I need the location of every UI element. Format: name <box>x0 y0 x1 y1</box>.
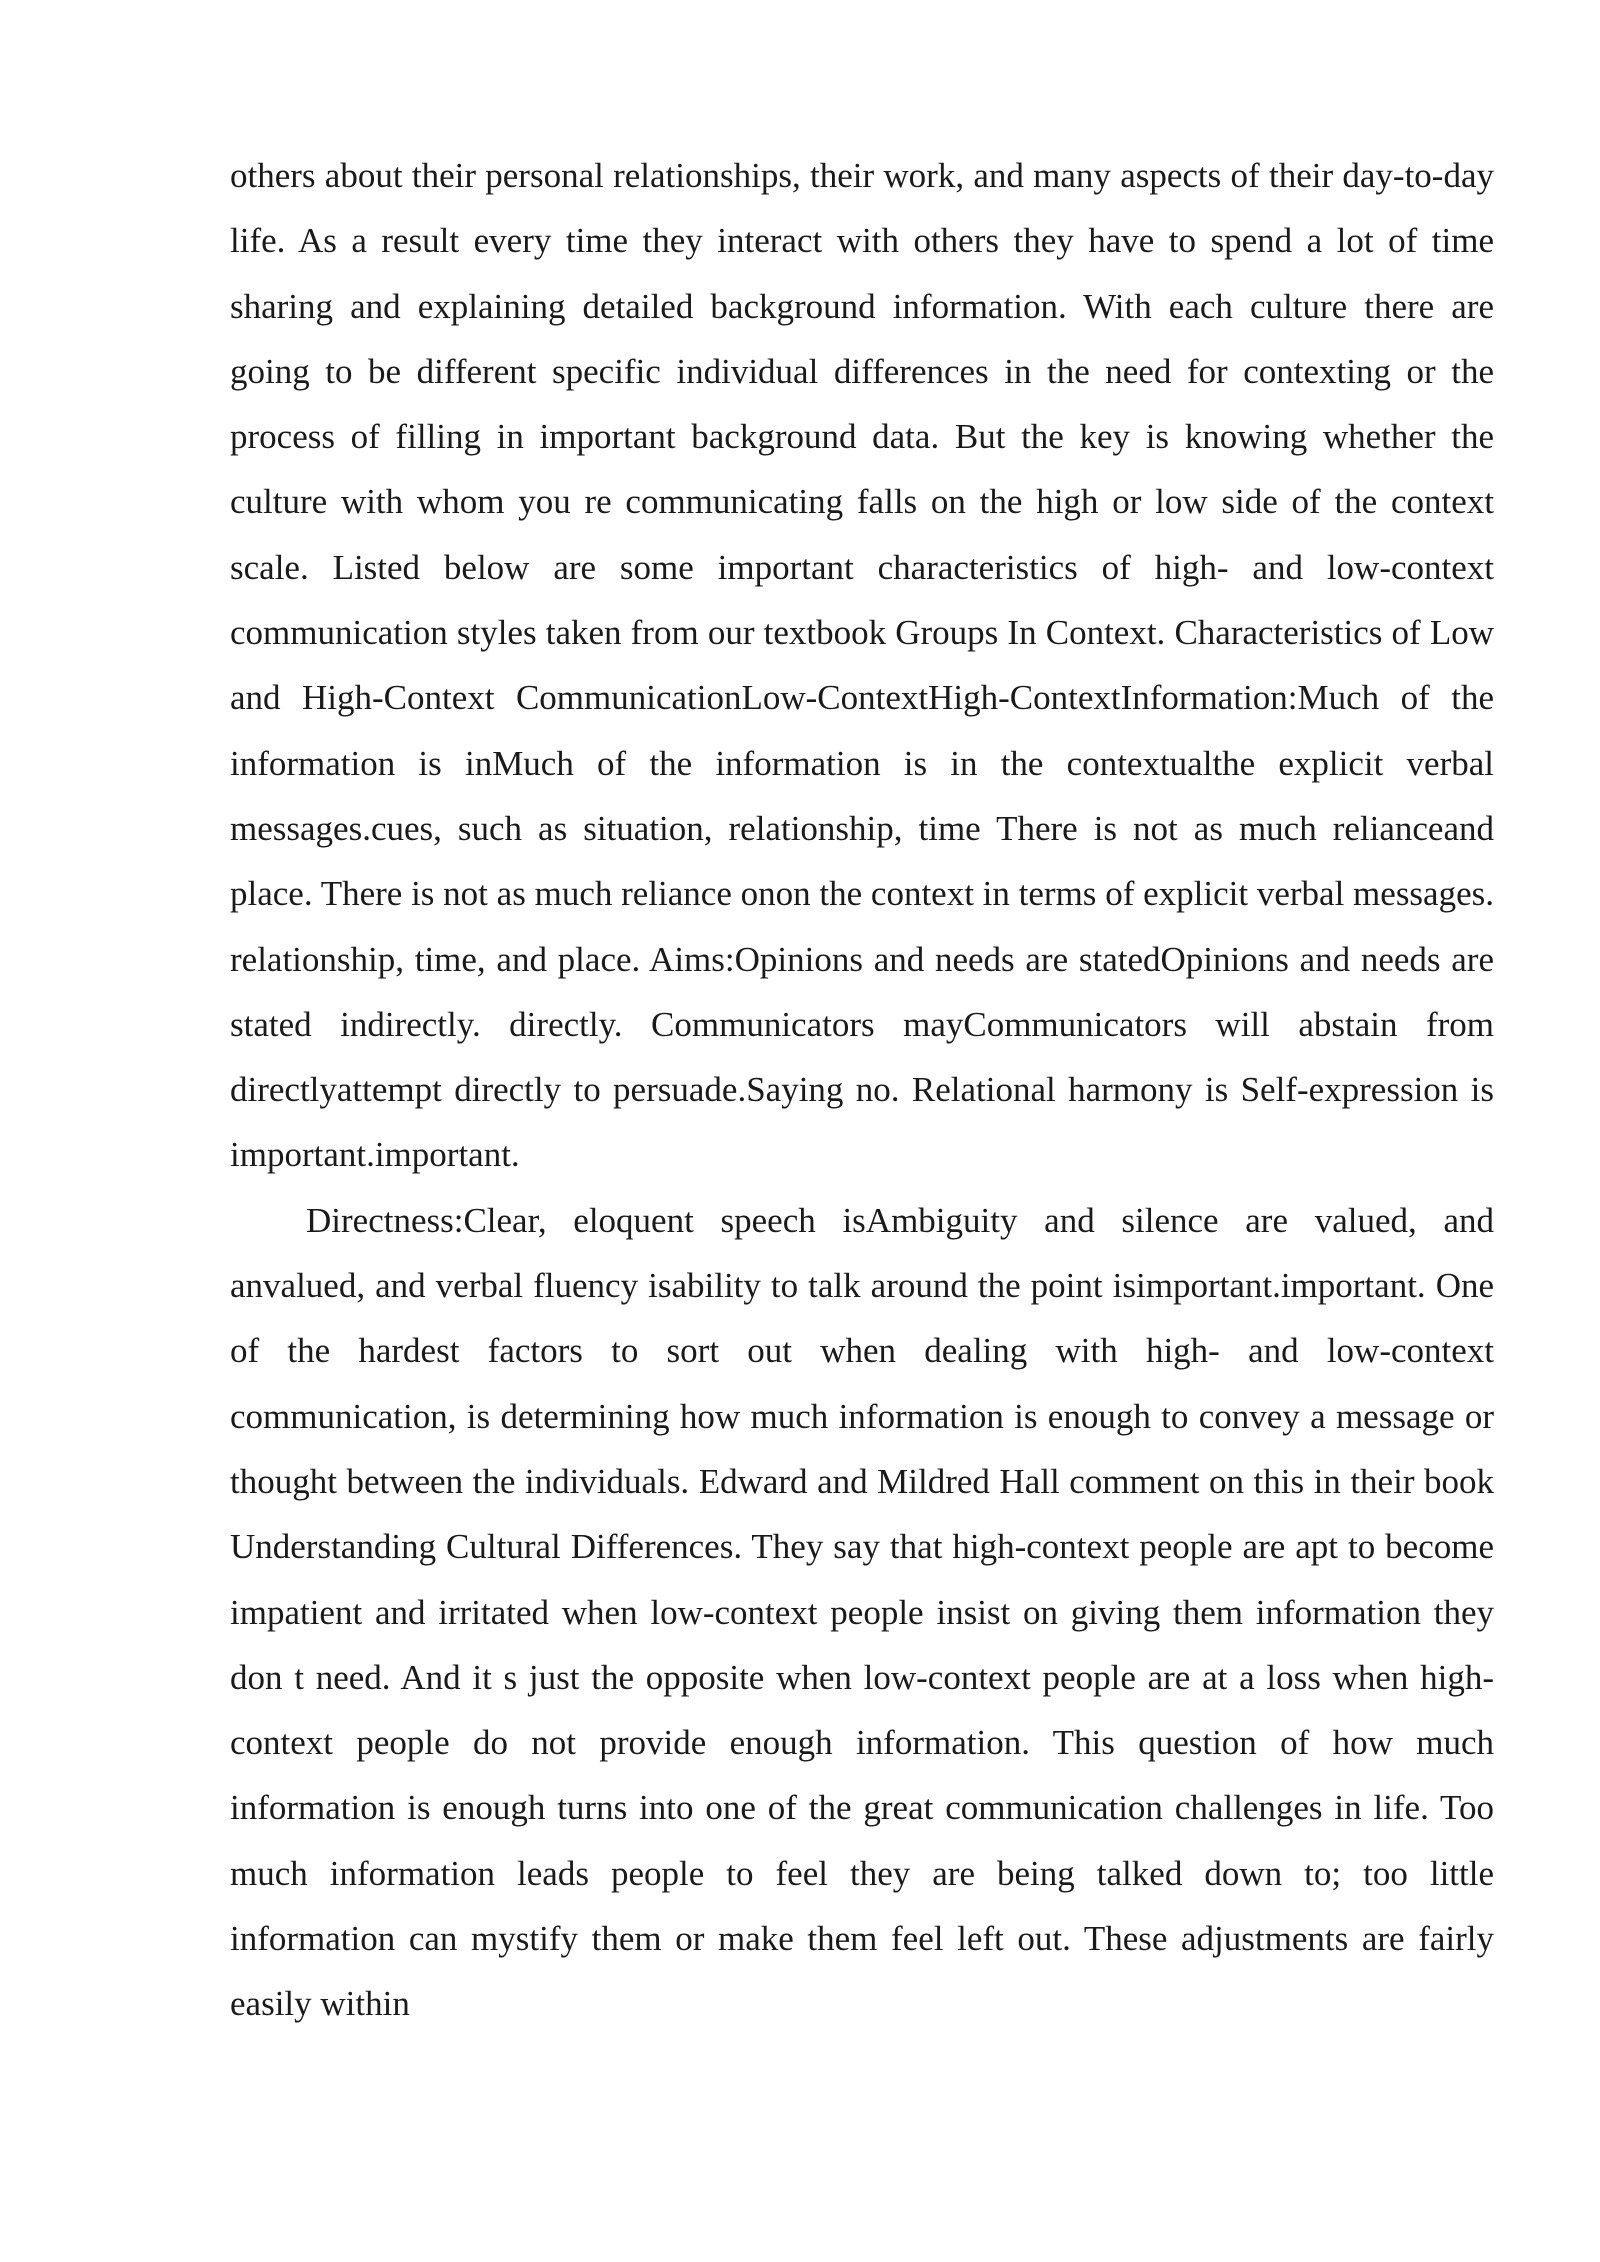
paragraph-2: Directness:Clear, eloquent speech isAmbiguity and silence are valued, and anvalued, and verbal fluency isability to talk around the point isimportant.important. One of the hardest factors to sort out when dealing with high- and low-context communication, is determining how much information is enough to convey a message or thought between the individuals. Edward and Mildred Hall comment on this in their book Understanding Cultural Differences. They say that high-context people are apt to become impatient and irritated when low-context people insist on giving them information they don t need. And it s just the opposite when low-context people are at a loss when high-context people do not provide enough information. This question of how much information is enough turns into one of the great communication challenges in life. Too much information leads people to feel they are being talked down to; too little information can mystify them or make them feel left out. These adjustments are fairly easily within <box>230 1200 1494 2024</box>
body-text <box>230 143 1494 2037</box>
paragraph-1: others about their personal relationships, their work, and many aspects of their day-to-day life. As a result every time they interact with others they have to spend a lot of time sharing and explaining detailed background information. With each culture there are going to be different specific individual differences in the need for contexting or the process of filling in important background data. But the key is knowing whether the culture with whom you re communicating falls on the high or low side of the context scale. Listed below are some important characteristics of high- and low-context communication styles taken from our textbook Groups In Context. Characteristics of Low and High-Context CommunicationLow-ContextHigh-ContextInformation:Much of the information is inMuch of the information is in the contextualthe explicit verbal messages.cues, such as situation, relationship, time There is not as much relianceand place. There is not as much reliance onon the context in terms of explicit verbal messages. relationship, time, and place. Aims:Opinions and needs are statedOpinions and needs are stated indirectly. directly. Communicators mayCommunicators will abstain from directlyattempt directly to persuade.Saying no. Relational harmony is Self-expression is important.important. <box>230 156 1494 1175</box>
